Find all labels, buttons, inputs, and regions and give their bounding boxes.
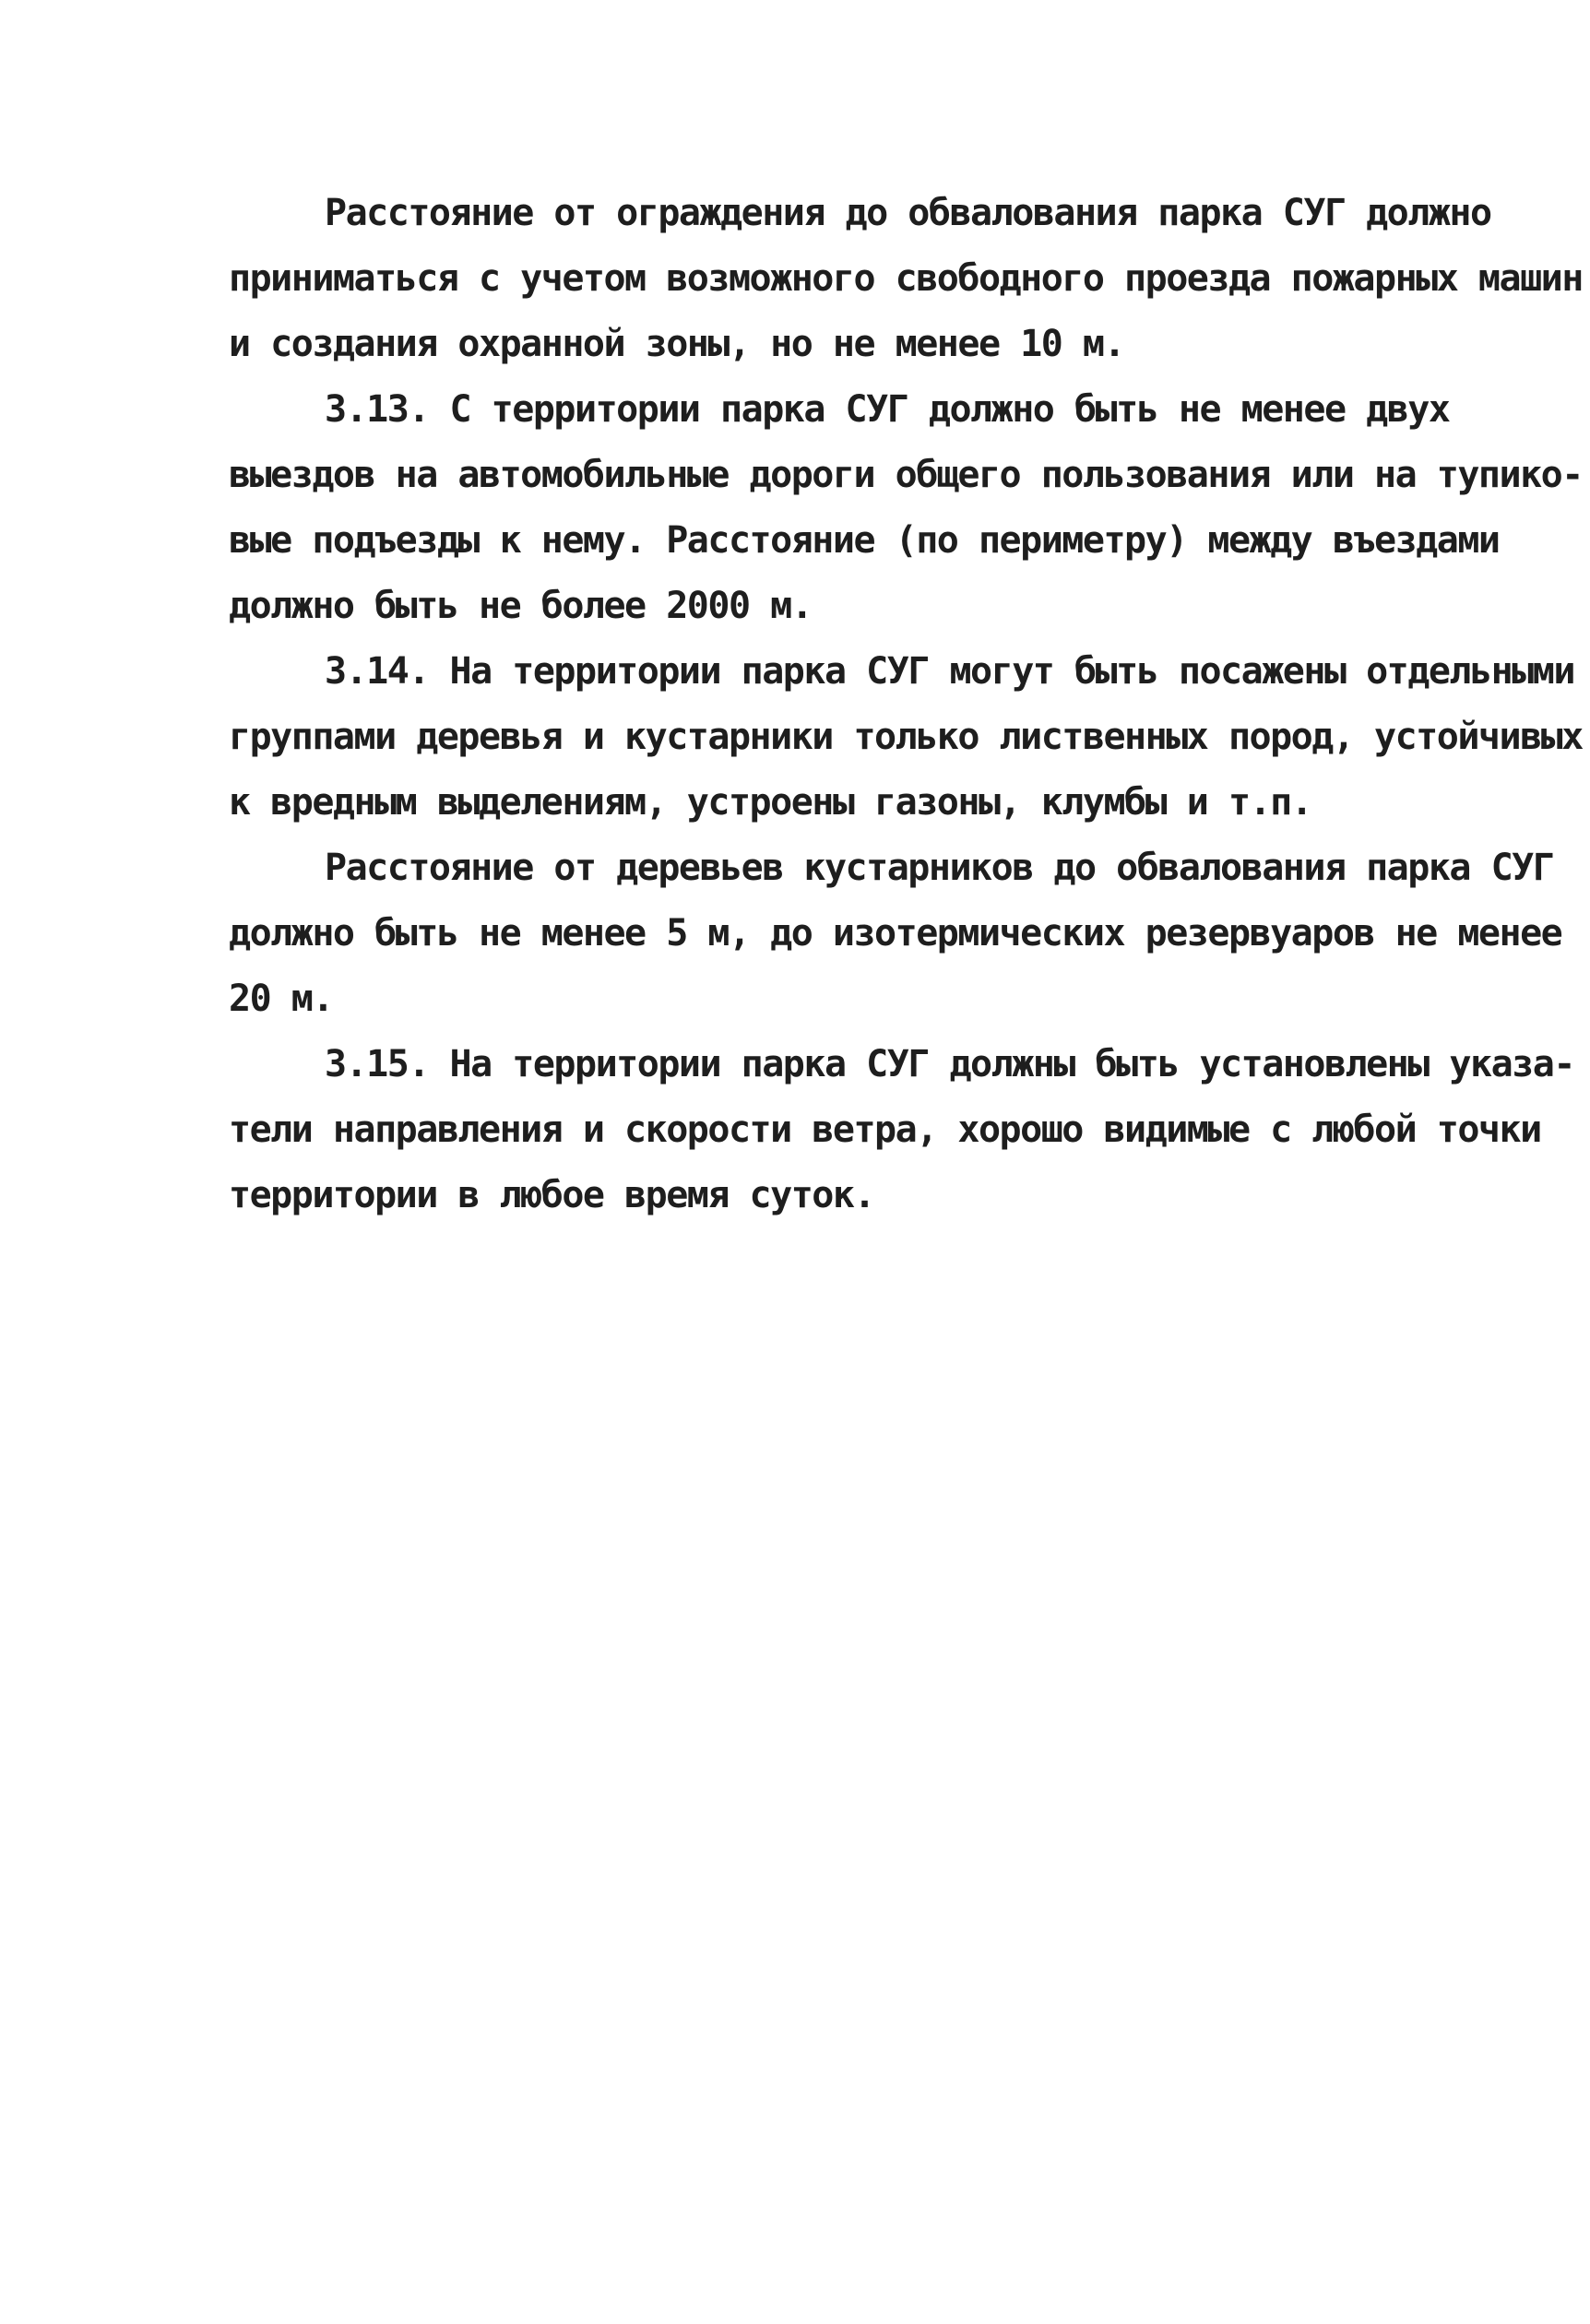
paragraph-fencing-distance [229,181,1583,377]
text-line: к вредным выделениям, устроены газоны, клумбы и т.п. [229,781,1312,824]
text-line: 3.13. С территории парка СУГ должно быть не менее двух [325,388,1450,431]
text-line: приниматься с учетом возможного свободного проезда пожарных машин [229,257,1583,300]
text-line: 3.14. На территории парка СУГ могут быть посажены отдельными [325,650,1574,693]
paragraph-tree-distance [229,836,1562,1032]
paragraph-3-15 [229,1032,1574,1228]
text-line: и создания охранной зоны, но не менее 10 м. [229,323,1125,365]
text-line: Расстояние от ограждения до обвалования парка СУГ должно [325,192,1491,234]
paragraph-3-14 [229,639,1583,836]
text-line: выездов на автомобильные дороги общего пользования или на тупико- [229,454,1583,496]
text-line: должно быть не более 2000 м. [229,585,813,627]
paragraph-3-13 [229,377,1583,639]
text-line: территории в любое время суток. [229,1174,875,1216]
text-line: 20 м. [229,978,333,1020]
text-line: 3.15. На территории парка СУГ должны быть установлены указа- [325,1043,1574,1085]
text-line: группами деревья и кустарники только лиственных пород, устойчивых [229,716,1583,758]
text-line: должно быть не менее 5 м, до изотермических резервуаров не менее [229,912,1562,954]
text-line: Расстояние от деревьев кустарников до обвалования парка СУГ [325,847,1554,889]
text-line: вые подъезды к нему. Расстояние (по периметру) между въездами [229,519,1500,562]
document-body [229,181,1583,1228]
text-line: тели направления и скорости ветра, хорошо видимые с любой точки [229,1109,1541,1151]
